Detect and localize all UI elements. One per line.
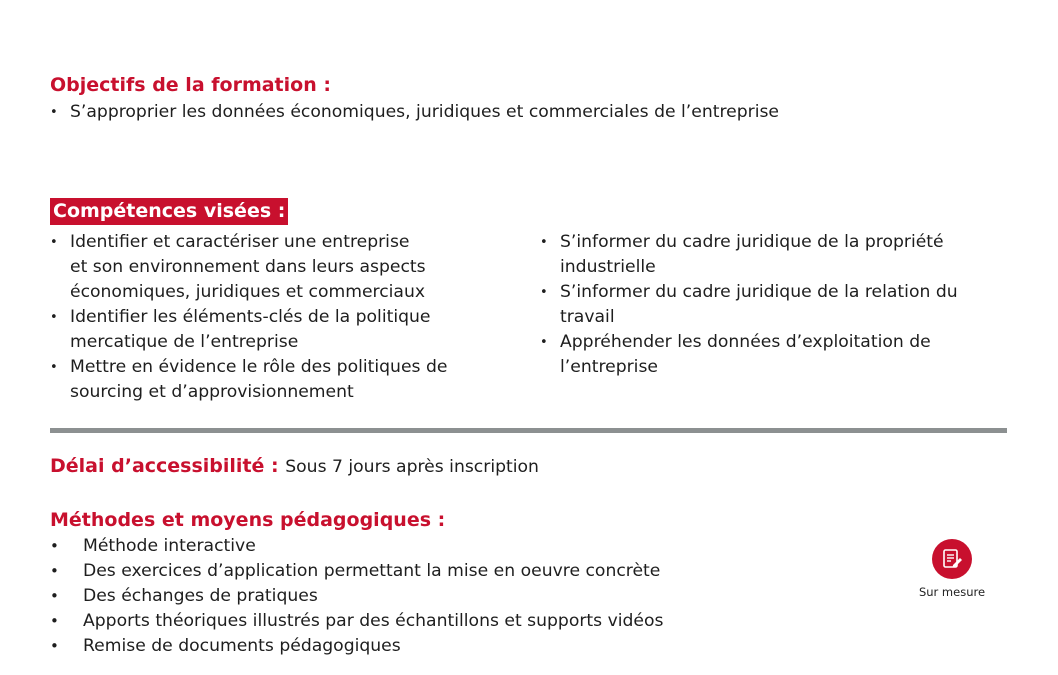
list-item: • S’informer du cadre juridique de la propriété industrielle: [540, 230, 958, 280]
competences-heading-label: Compétences visées :: [50, 198, 288, 225]
list-item: • Remise de documents pédagogiques: [50, 634, 663, 659]
delai-value: Sous 7 jours après inscription: [285, 457, 539, 477]
list-item: • Des exercices d’application permettant la mise en oeuvre concrète: [50, 559, 663, 584]
list-item: • Identifier et caractériser une entreprise et son environnement dans leurs aspects économiques, juridiques et commerciaux: [50, 230, 447, 305]
methodes-list: [50, 534, 663, 659]
competences-left-list: [50, 230, 447, 405]
list-item: • S’approprier les données économiques, juridiques et commerciales de l’entreprise: [50, 100, 779, 125]
objectifs-list: [50, 100, 779, 125]
list-item: • Identifier les éléments-clés de la politique mercatique de l’entreprise: [50, 305, 447, 355]
competences-heading: [50, 198, 288, 225]
delai-heading: [50, 455, 539, 477]
list-item: • Appréhender les données d’exploitation de l’entreprise: [540, 330, 958, 380]
list-item: • Mettre en évidence le rôle des politiques de sourcing et d’approvisionnement: [50, 355, 447, 405]
list-item: • Des échanges de pratiques: [50, 584, 663, 609]
delai-label: Délai d’accessibilité :: [50, 455, 279, 477]
list-item: • S’informer du cadre juridique de la relation du travail: [540, 280, 958, 330]
section-divider: [50, 428, 1007, 433]
edit-document-icon: [932, 539, 972, 579]
competences-right-list: [540, 230, 958, 380]
sur-mesure-label: Sur mesure: [918, 585, 986, 599]
objectifs-heading: Objectifs de la formation :: [50, 74, 331, 96]
list-item: • Apports théoriques illustrés par des échantillons et supports vidéos: [50, 609, 663, 634]
list-item: • Méthode interactive: [50, 534, 663, 559]
methodes-heading: Méthodes et moyens pédagogiques :: [50, 509, 446, 531]
sur-mesure-badge: [912, 539, 992, 599]
